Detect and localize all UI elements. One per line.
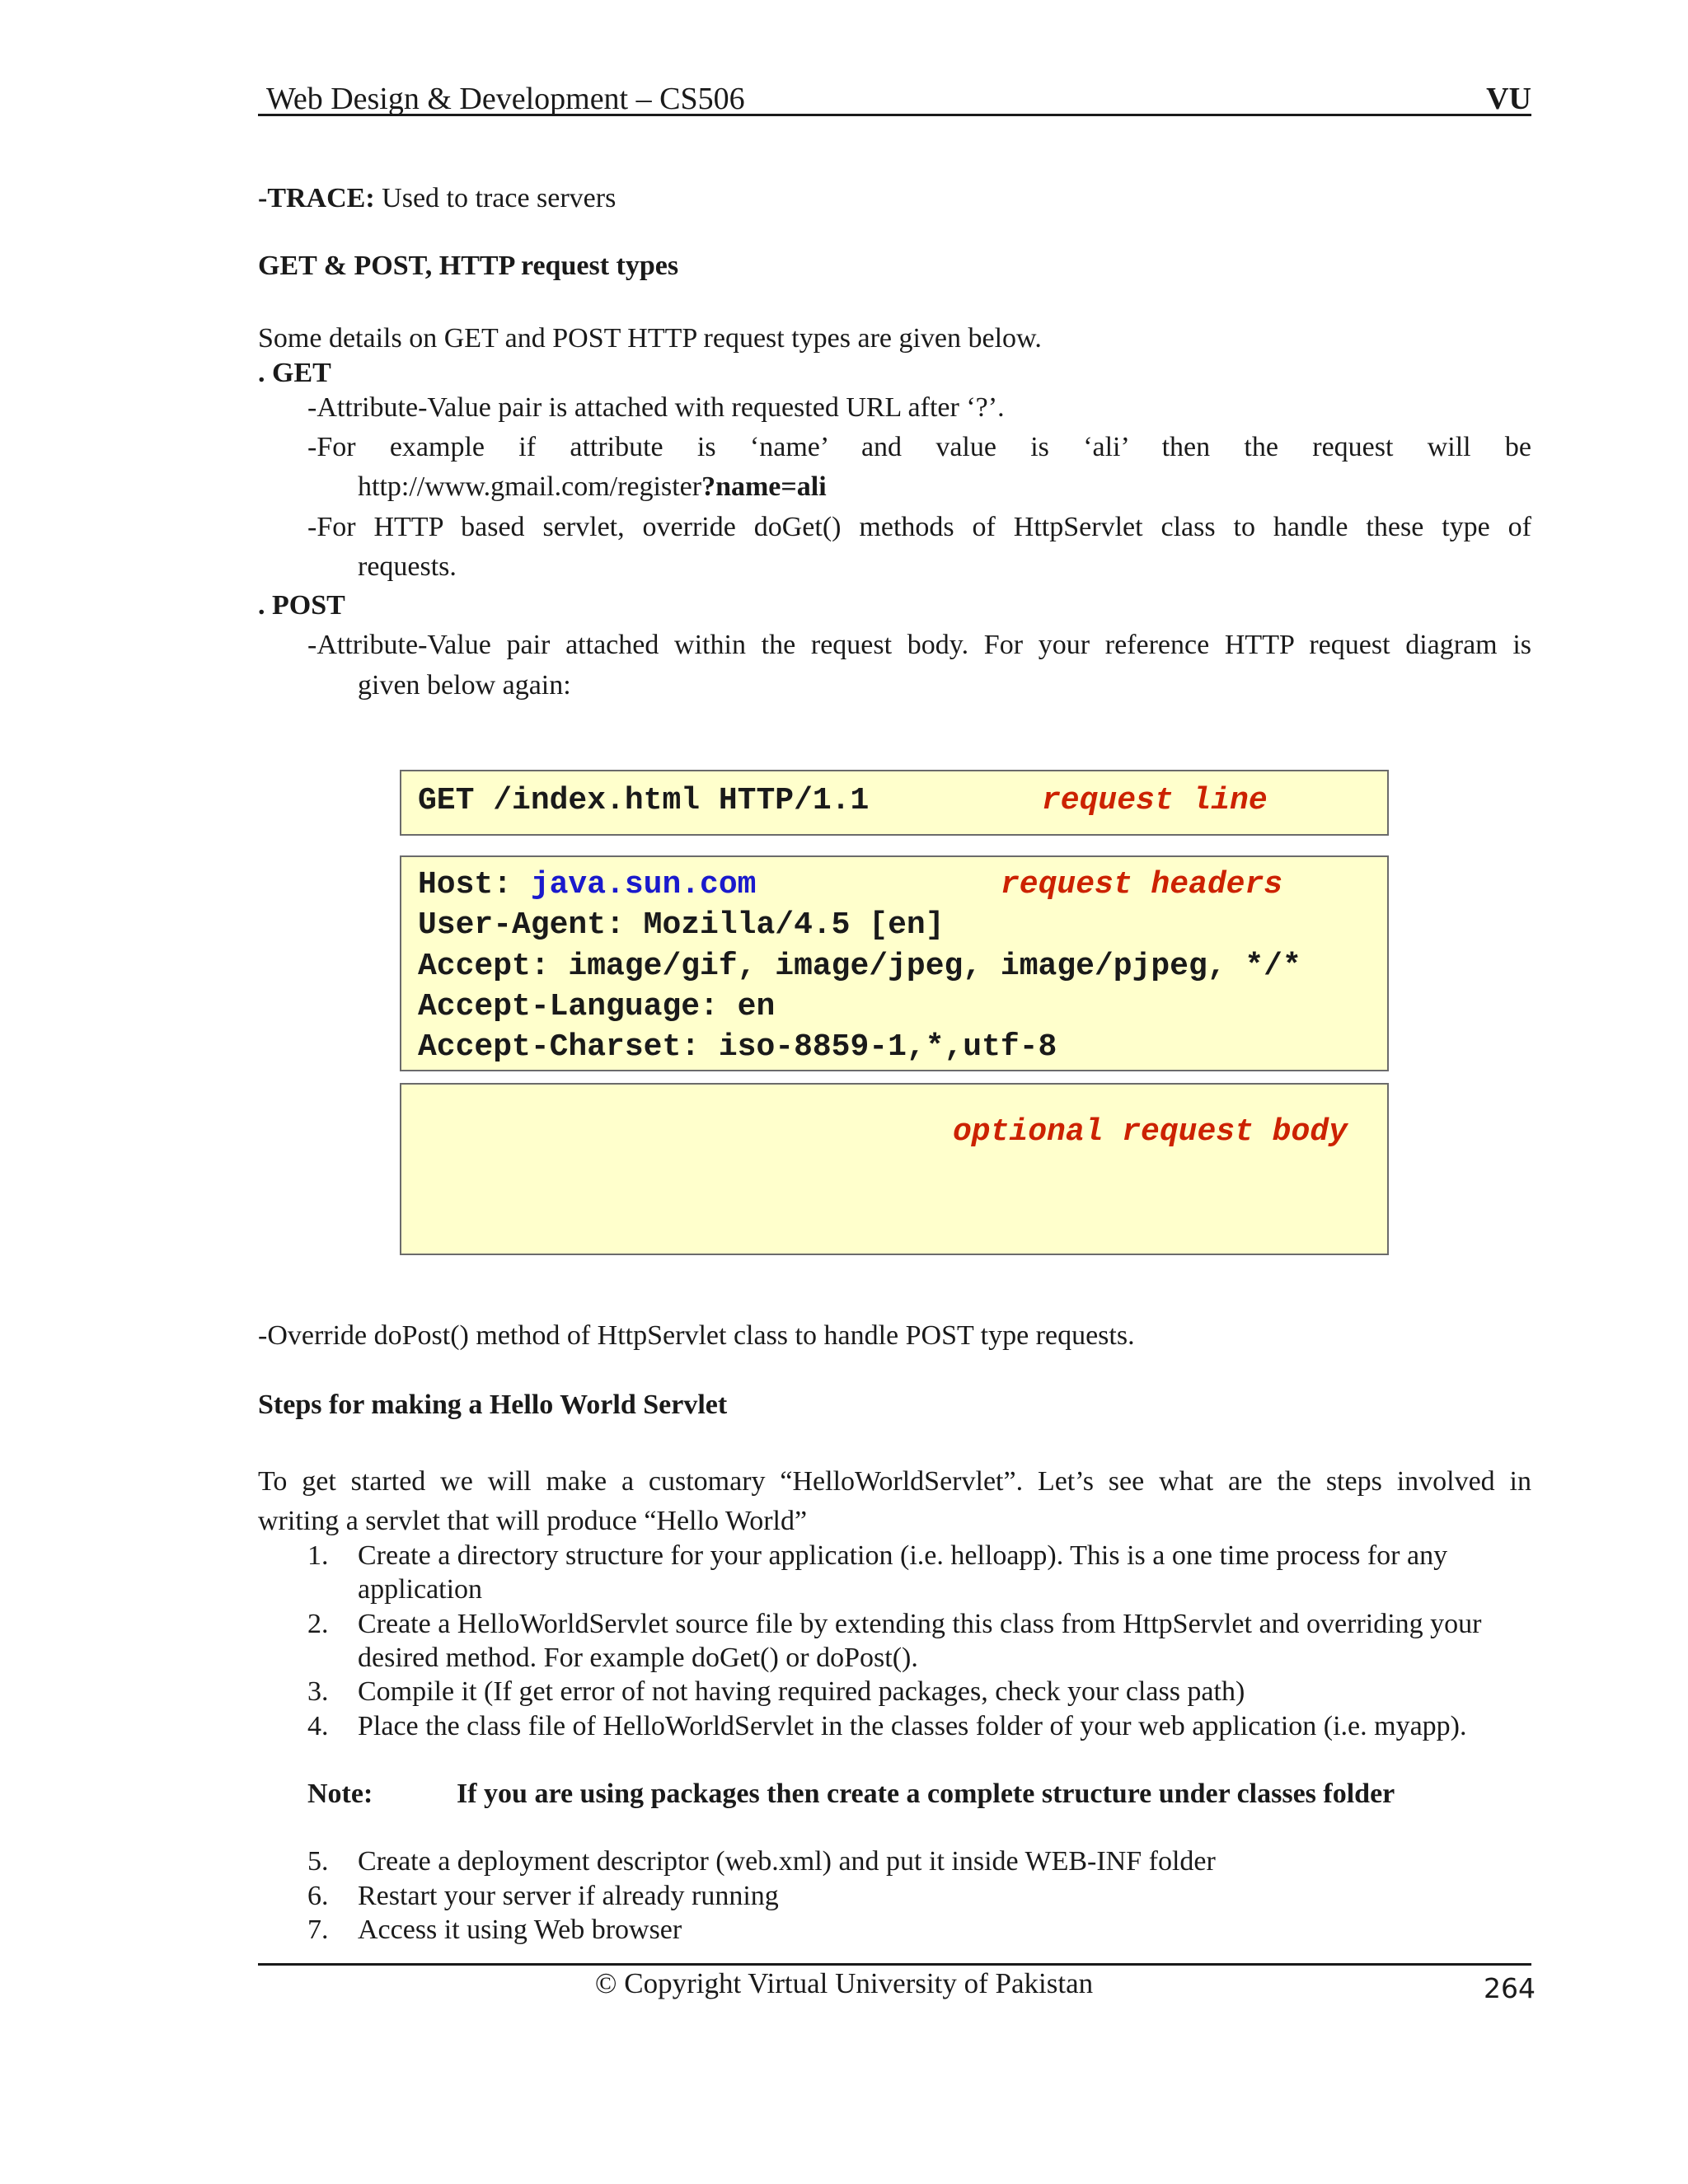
step-7-number: 7. [307,1915,329,1945]
header-accept-language: Accept-Language: en [418,989,776,1024]
step-5-line1: Create a deployment descriptor (web.xml) and put it inside WEB-INF folder [358,1846,1216,1877]
header-host [418,867,756,902]
post-bullet-1-line1: -Attribute-Value pair attached within the request body. For your reference HTTP request diagram is [307,630,1531,660]
url-plain: http://www.gmail.com/register [358,471,702,502]
trace-label: -TRACE: [258,183,375,213]
step-3-number: 3. [307,1676,329,1707]
post-bullet-1-line2: given below again: [358,670,571,701]
course-title: Web Design & Development – CS506 [266,82,745,116]
step-2-number: 2. [307,1609,329,1639]
trace-text: Used to trace servers [374,183,617,213]
step-6-line1: Restart your server if already running [358,1881,779,1911]
post-override-line: -Override doPost() method of HttpServlet class to handle POST type requests. [258,1320,1135,1351]
request-headers-label: request headers [1001,867,1283,902]
note-text: If you are using packages then create a complete structure under classes folder [457,1779,1395,1809]
post-label: . POST [258,590,345,621]
section-heading-get-post: GET & POST, HTTP request types [258,251,679,281]
header-user-agent: User-Agent: Mozilla/4.5 [en] [418,907,945,943]
diagram-request-line-box [400,770,1389,836]
page-number: 264 [1484,1972,1536,2004]
step-4-line1: Place the class file of HelloWorldServlet in the classes folder of your web application (i.e. myapp). [358,1711,1467,1741]
get-bullet-3-line2: requests. [358,551,457,582]
section1-intro: Some details on GET and POST HTTP request types are given below. [258,323,1042,354]
request-line-label: request line [1042,783,1268,818]
host-key: Host: [418,867,531,902]
request-line-code: GET /index.html HTTP/1.1 [418,783,870,818]
header-accept-charset: Accept-Charset: iso-8859-1,*,utf-8 [418,1029,1057,1065]
step-1-number: 1. [307,1540,329,1571]
step-1-line2: application [358,1574,483,1605]
diagram-body-box [400,1083,1389,1255]
trace-line [258,182,616,216]
get-bullet-2-url [358,471,827,504]
get-bullet-2-line1: -For example if attribute is ‘name’ and value is ‘ali’ then the request will be [307,432,1531,462]
step-2-line1: Create a HelloWorldServlet source file by extending this class from HttpServlet and overriding your [358,1609,1482,1639]
university-abbr: VU [1486,82,1531,116]
step-2-line2: desired method. For example doGet() or doPost(). [358,1643,918,1673]
get-bullet-3-line1: -For HTTP based servlet, override doGet() methods of HttpServlet class to handle these type of [307,512,1531,542]
step-4-number: 4. [307,1711,329,1741]
footer-copyright: © Copyright Virtual University of Pakistan [594,1967,1094,1999]
step-3-line1: Compile it (If get error of not having required packages, check your class path) [358,1676,1245,1707]
get-label: . GET [258,358,331,388]
get-bullet-1: -Attribute-Value pair is attached with requested URL after ‘?’. [307,392,1005,423]
step-1-line1: Create a directory structure for your application (i.e. helloapp). This is a one time process for any [358,1540,1448,1571]
step-5-number: 5. [307,1846,329,1877]
note-label: Note: [307,1779,373,1809]
header-accept: Accept: image/gif, image/jpeg, image/pjpeg, */* [418,949,1301,984]
diagram-headers-box [400,855,1389,1071]
step-7-line1: Access it using Web browser [358,1915,682,1945]
section-heading-hello-world: Steps for making a Hello World Servlet [258,1390,728,1420]
section2-intro-line2: writing a servlet that will produce “Hello World” [258,1506,808,1536]
url-query: ?name=ali [701,471,827,502]
section2-intro-line1: To get started we will make a customary “HelloWorldServlet”. Let’s see what are the steps involved in [258,1466,1531,1497]
page-header [258,79,1531,116]
request-body-label: optional request body [953,1114,1348,1150]
footer-rule [258,1963,1531,1966]
step-6-number: 6. [307,1881,329,1911]
host-value: java.sun.com [530,867,757,902]
